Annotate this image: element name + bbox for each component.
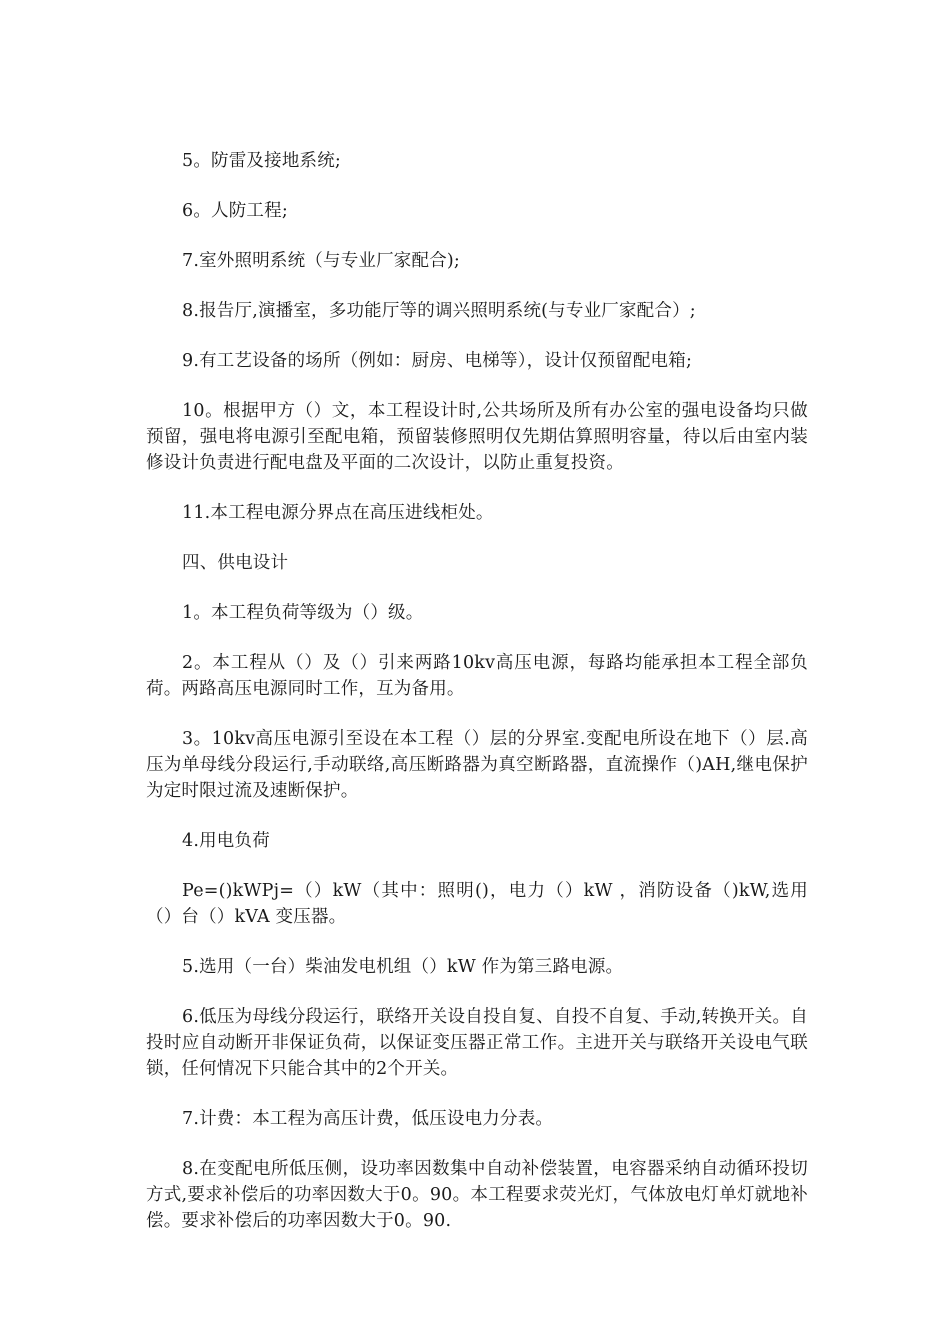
document-body [146, 148, 808, 1258]
paragraph-hv-distribution: 3。10kv高压电源引至设在本工程（）层的分界室.变配电所设在地下（）层.高压为单母线分段运行,手动联络,高压断路器为真空断路器，直流操作（)AH,继电保护为定时限过流及速断保护。 [146, 729, 808, 801]
paragraph-diesel-generator: 5.选用（一台）柴油发电机组（）kW 作为第三路电源。 [182, 957, 624, 977]
paragraph-item-8-hall-lighting: 8.报告厅,演播室，多功能厅等的调兴照明系统(与专业厂家配合）; [182, 301, 696, 321]
paragraph-item-9-process-equipment: 9.有工艺设备的场所（例如：厨房、电梯等），设计仅预留配电箱; [182, 351, 693, 371]
paragraph-billing: 7.计费：本工程为高压计费，低压设电力分表。 [182, 1109, 554, 1129]
paragraph-item-10-reserve: 10。根据甲方（）文，本工程设计时,公共场所及所有办公室的强电设备均只做预留，强电将电源引至配电箱，预留装修照明仅先期估算照明容量，待以后由室内装修设计负责进行配电盘及平面的二次设计，以防止重复投资。 [146, 401, 808, 473]
paragraph-load-formula: Pe=()kWPj=（）kW（其中：照明()，电力（）kW ，消防设备（)kW,选用（）台（）kVA 变压器。 [146, 881, 808, 927]
paragraph-hv-sources: 2。本工程从（）及（）引来两路10kv高压电源，每路均能承担本工程全部负荷。两路高压电源同时工作，互为备用。 [146, 653, 808, 699]
paragraph-lv-operation: 6.低压为母线分段运行，联络开关设自投自复、自投不自复、手动,转换开关。自投时应自动断开非保证负荷，以保证变压器正常工作。主进开关与联络开关设电气联锁，任何情况下只能合其中的2个开关。 [146, 1007, 808, 1079]
paragraph-item-7-outdoor-lighting: 7.室外照明系统（与专业厂家配合); [182, 251, 461, 271]
paragraph-item-6-civil-defense: 6。人防工程; [182, 201, 288, 221]
paragraph-item-11-power-boundary: 11.本工程电源分界点在高压进线柜处。 [182, 503, 494, 523]
paragraph-load-level: 1。本工程负荷等级为（）级。 [182, 603, 424, 623]
paragraph-item-5-lightning: 5。防雷及接地系统; [182, 151, 342, 171]
paragraph-power-factor: 8.在变配电所低压侧，设功率因数集中自动补偿装置，电容器采纳自动循环投切方式,要求补偿后的功率因数大于0。90。本工程要求荧光灯，气体放电灯单灯就地补偿。要求补偿后的功率因数大于0。90. [146, 1159, 808, 1231]
paragraph-load-heading: 4.用电负荷 [182, 831, 270, 851]
section-heading-power-supply: 四、供电设计 [182, 553, 289, 573]
